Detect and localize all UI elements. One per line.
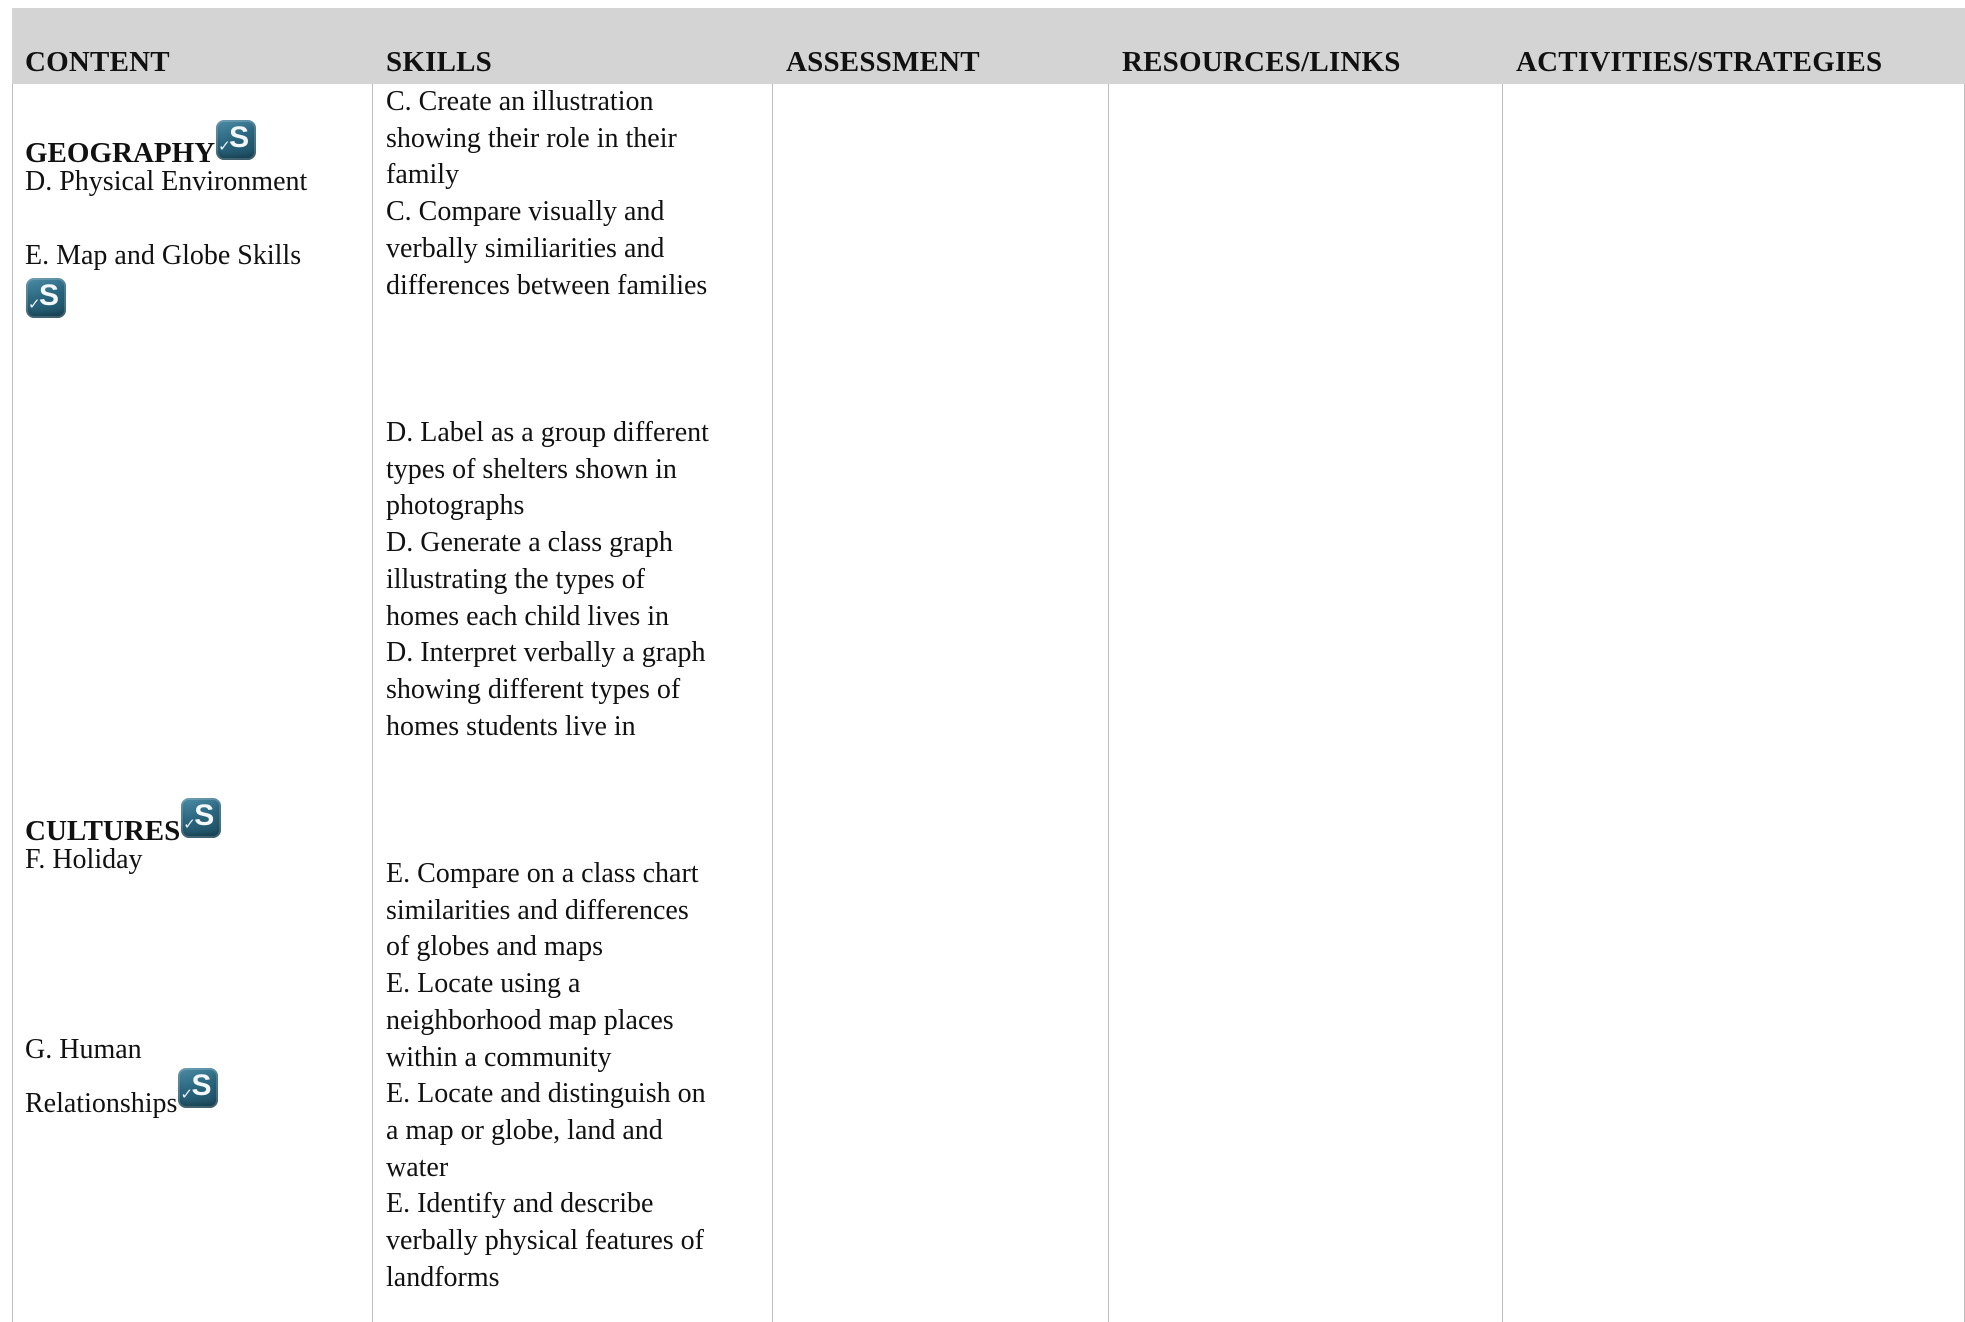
skill-line: E. Locate using a	[386, 968, 581, 1000]
header-content: CONTENT	[25, 46, 170, 78]
skill-line: family	[386, 159, 460, 191]
skill-line: verbally physical features of	[386, 1225, 704, 1257]
standards-check-icon[interactable]	[26, 278, 66, 318]
content-human-relationships-line1: G. Human	[25, 1034, 142, 1065]
curriculum-table	[12, 8, 1965, 1322]
content-map-globe-icon-wrap	[25, 278, 66, 325]
skill-line: verbally similiarities and	[386, 232, 665, 264]
skill-line: water	[386, 1151, 449, 1183]
content-map-globe-skills: E. Map and Globe Skills	[25, 240, 302, 271]
skill-line: within a community	[386, 1041, 612, 1073]
skill-line: C. Create an illustration	[386, 86, 654, 117]
standards-check-icon[interactable]	[216, 120, 256, 160]
skill-line: showing different types of	[386, 673, 681, 705]
skill-line: E. Locate and distinguish on	[386, 1078, 706, 1110]
human-relationships-label: Relationships	[25, 1088, 178, 1119]
skill-line: D. Label as a group different	[386, 417, 709, 448]
content-holiday: F. Holiday	[25, 844, 143, 875]
skill-line: E. Identify and describe	[386, 1188, 654, 1220]
skill-line: E. Compare on a class chart	[386, 858, 699, 889]
header-skills: SKILLS	[386, 46, 492, 78]
skills-c-block	[386, 84, 776, 304]
header-activities-strategies: ACTIVITIES/STRATEGIES	[1516, 46, 1883, 78]
skill-line: C. Compare visually and	[386, 196, 665, 228]
resources-links-cell	[1109, 84, 1502, 1322]
skill-line: differences between families	[386, 269, 708, 301]
cultures-heading: CULTURES	[25, 815, 181, 847]
skill-line: D. Interpret verbally a graph	[386, 637, 706, 669]
skill-line: homes each child lives in	[386, 600, 670, 632]
table-left-border	[12, 84, 13, 1322]
content-physical-environment: D. Physical Environment	[25, 166, 308, 197]
content-human-relationships-line2	[25, 1068, 218, 1123]
skills-e-block	[386, 856, 776, 1296]
skill-line: homes students live in	[386, 710, 636, 742]
activities-strategies-cell	[1503, 84, 1964, 1322]
skill-line: landforms	[386, 1261, 500, 1293]
skill-line: of globes and maps	[386, 931, 603, 963]
skill-line: D. Generate a class graph	[386, 527, 673, 559]
column-divider	[372, 84, 373, 1322]
skill-line: types of shelters shown in	[386, 453, 677, 485]
standards-check-icon[interactable]	[181, 798, 221, 838]
skill-line: similarities and differences	[386, 894, 689, 926]
skill-line: neighborhood map places	[386, 1004, 674, 1036]
header-assessment: ASSESSMENT	[786, 46, 980, 78]
header-resources-links: RESOURCES/LINKS	[1122, 46, 1401, 78]
skill-line: showing their role in their	[386, 122, 677, 154]
skill-line: illustrating the types of	[386, 563, 645, 595]
geography-heading: GEOGRAPHY	[25, 137, 216, 169]
table-header-row	[12, 8, 1965, 84]
assessment-cell	[773, 84, 1108, 1322]
skill-line: a map or globe, land and	[386, 1114, 663, 1146]
skill-line: photographs	[386, 490, 525, 522]
skills-d-block	[386, 415, 776, 745]
standards-check-icon[interactable]	[178, 1068, 218, 1108]
